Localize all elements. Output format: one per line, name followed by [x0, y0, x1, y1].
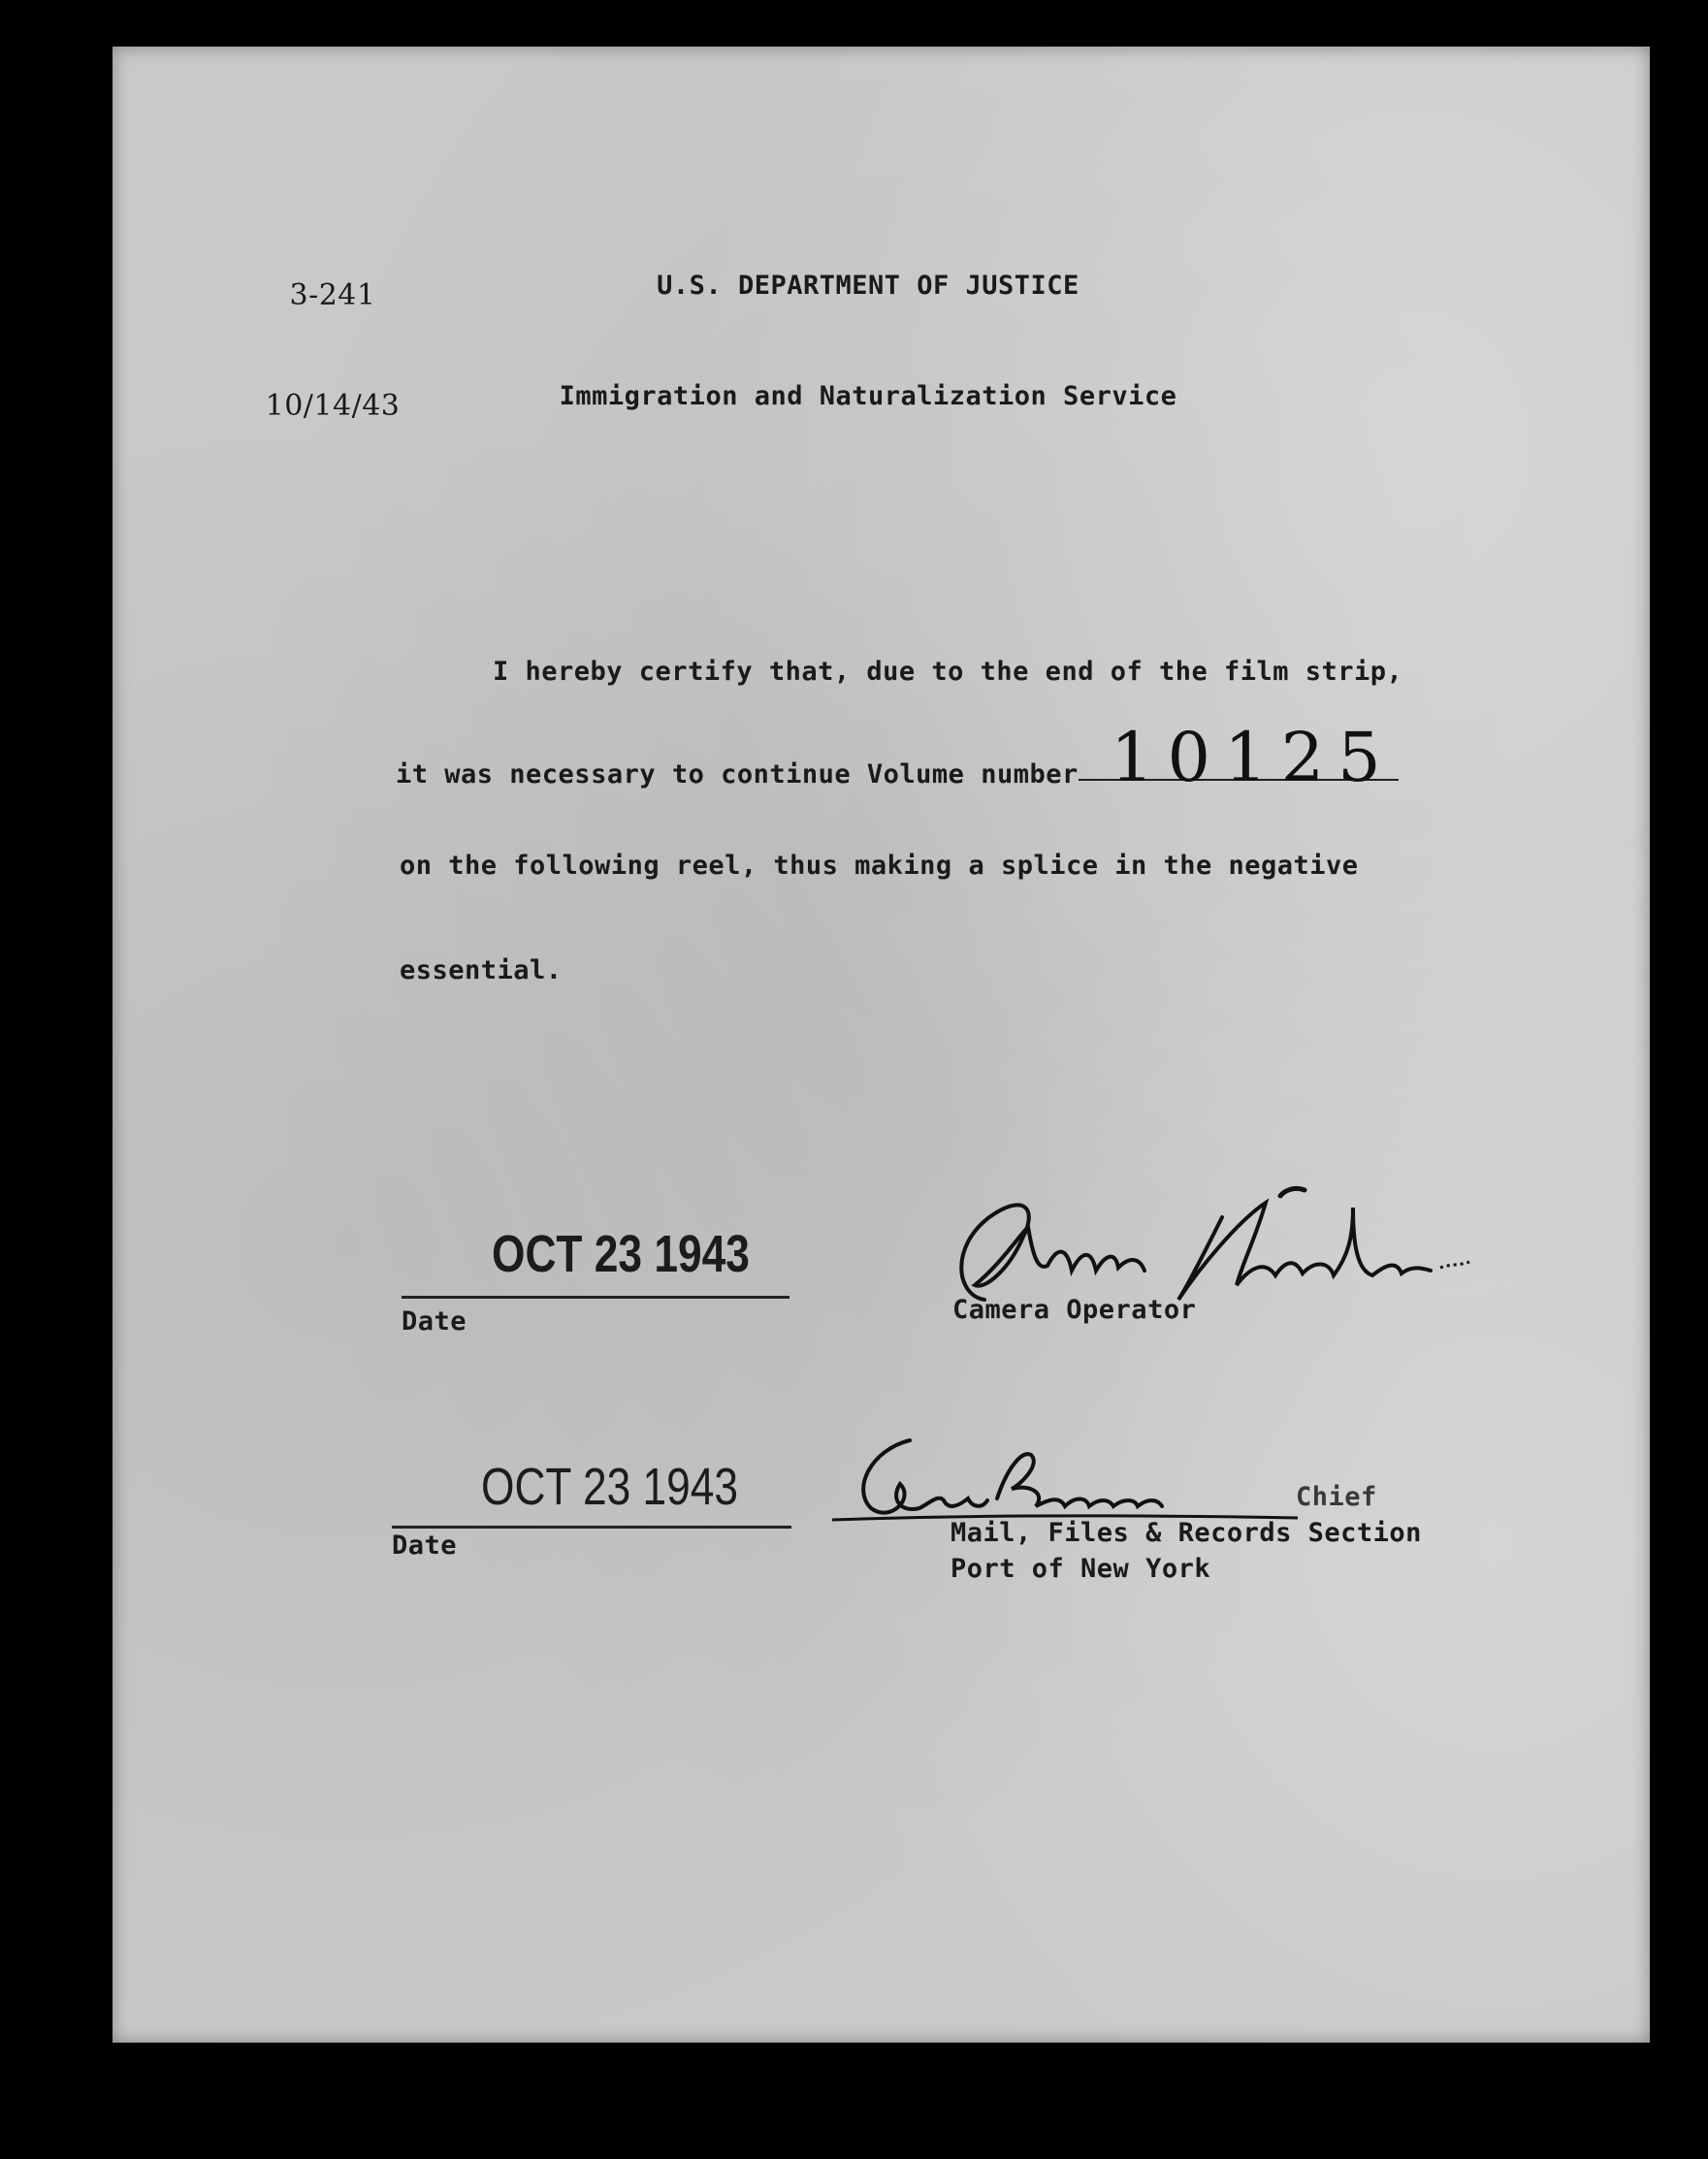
- volume-number: 10125: [1111, 718, 1395, 797]
- camera-operator-signature: [946, 1178, 1518, 1314]
- certification-line-4: essential.: [400, 955, 563, 985]
- certification-line-2: it was necessary to continue Volume number: [396, 759, 1079, 789]
- certification-line-3: on the following reel, thus making a splice in the negative: [400, 851, 1359, 881]
- chief-date-label: Date: [392, 1531, 458, 1561]
- chief-title: Chief: [1296, 1482, 1377, 1512]
- chief-date-rule: [392, 1526, 791, 1529]
- department-name: U.S. DEPARTMENT OF JUSTICE: [657, 271, 1080, 301]
- chief-section: Mail, Files & Records Section: [951, 1518, 1422, 1548]
- certification-line-1: I hereby certify that, due to the end of the film strip,: [493, 657, 1403, 687]
- camera-operator-date-rule: [402, 1296, 790, 1299]
- form-number: 3-241: [289, 278, 376, 312]
- form-date: 10/14/43: [265, 389, 401, 423]
- camera-operator-date-label: Date: [402, 1306, 467, 1337]
- form-code: [265, 204, 401, 462]
- camera-operator-title: Camera Operator: [952, 1295, 1197, 1325]
- chief-port: Port of New York: [951, 1554, 1211, 1584]
- chief-date-stamp: OCT 23 1943: [481, 1458, 739, 1516]
- document-header: [543, 194, 1193, 452]
- camera-operator-date-stamp: OCT 23 1943: [492, 1225, 750, 1283]
- service-name: Immigration and Naturalization Service: [559, 381, 1177, 411]
